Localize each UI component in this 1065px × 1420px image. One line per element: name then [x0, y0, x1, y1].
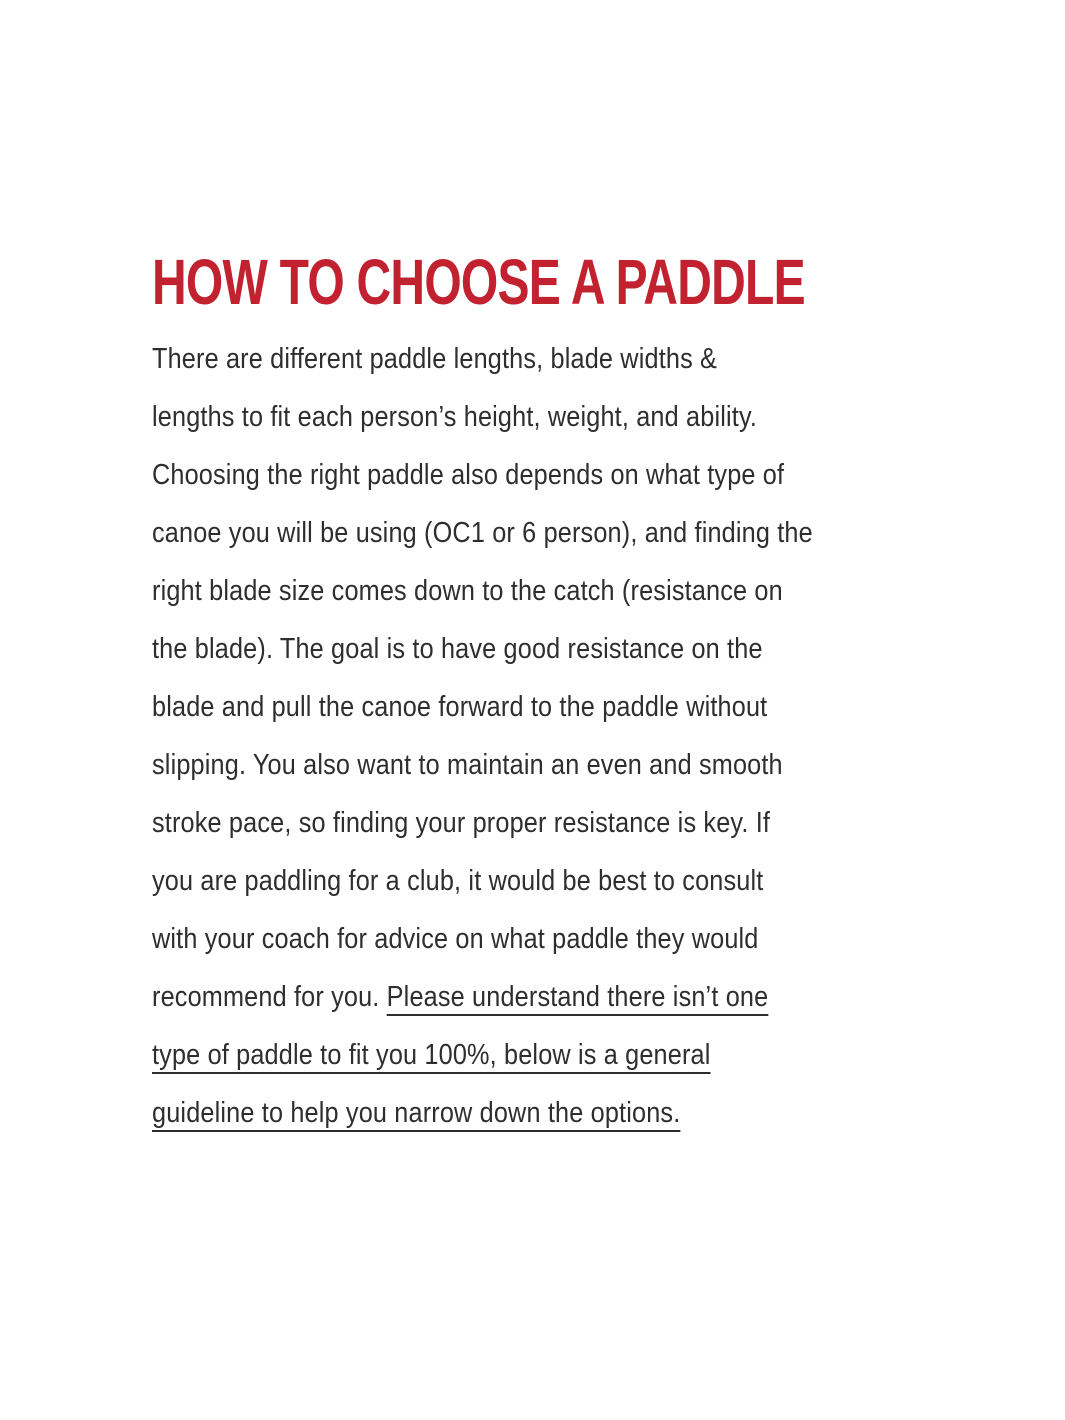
- body-line: [152, 1084, 839, 1142]
- body-line: [152, 330, 839, 388]
- body-line: [152, 446, 839, 504]
- body-line: [152, 794, 839, 852]
- body-text: with your coach for advice on what paddle they would: [152, 923, 759, 955]
- underlined-text: Please understand there isn’t one: [386, 981, 769, 1013]
- body-line: [152, 968, 839, 1026]
- underlined-text: guideline to help you narrow down the options.: [152, 1097, 681, 1129]
- body-text: blade and pull the canoe forward to the paddle without: [152, 691, 768, 723]
- body-text: Choosing the right paddle also depends on what type of: [152, 459, 785, 491]
- body-text: There are different paddle lengths, blade widths &: [152, 343, 718, 375]
- body-text: right blade size comes down to the catch (resistance on: [152, 575, 783, 607]
- body-line: [152, 736, 839, 794]
- body-text: canoe you will be using (OC1 or 6 person), and finding the: [152, 517, 813, 549]
- page-title: HOW TO CHOOSE A PADDLE: [152, 246, 805, 318]
- body-text: lengths to fit each person’s height, weight, and ability.: [152, 401, 758, 433]
- body-line: [152, 562, 839, 620]
- body-text: you are paddling for a club, it would be best to consult: [152, 865, 764, 897]
- body-line: [152, 504, 839, 562]
- body-line: [152, 1026, 839, 1084]
- body-text: the blade). The goal is to have good resistance on the: [152, 633, 763, 665]
- underlined-text: type of paddle to fit you 100%, below is a general: [152, 1039, 711, 1071]
- body-text: recommend for you.: [152, 981, 387, 1013]
- body-line: [152, 620, 839, 678]
- body-text: stroke pace, so finding your proper resistance is key. If: [152, 807, 771, 839]
- article: [152, 246, 942, 1142]
- body-line: [152, 678, 839, 736]
- article-body: [152, 330, 942, 1142]
- body-text: slipping. You also want to maintain an even and smooth: [152, 749, 783, 781]
- body-line: [152, 388, 839, 446]
- body-line: [152, 852, 839, 910]
- body-line: [152, 910, 839, 968]
